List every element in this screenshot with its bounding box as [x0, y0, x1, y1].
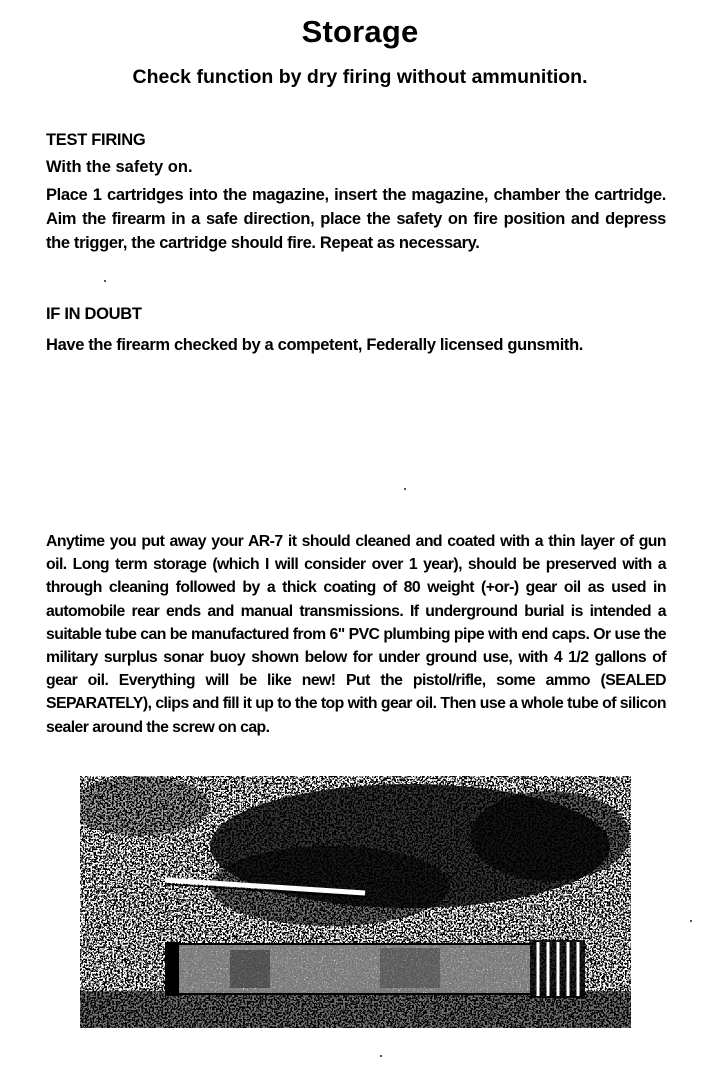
- sonar-buoy-photo: [80, 776, 631, 1028]
- safety-on-subheading: With the safety on.: [46, 158, 193, 176]
- page-title: Storage: [301, 14, 419, 49]
- scan-speck: [404, 488, 406, 490]
- scan-speck: [690, 920, 692, 922]
- scan-speck: [104, 280, 106, 282]
- storage-paragraph: Anytime you put away your AR-7 it should cleaned and coated with a thin layer of gun oil. Long term storage (which I will consider over 1 year), should be preserved with a through cleaning followed by a thick coating of 80 weight (+or-) gear oil as used in automobile rear ends and manual transmissions. If underground burial is intended a suitable tube can be manufactured from 6" PVC plumbing pipe with end caps. Or use the military surplus sonar buoy shown below for under ground use, with 4 1/2 gallons of gear oil. Everything will be like new! Put the pistol/rifle, some ammo (SEALED SEPARATELY), clips and fill it up to the top with gear oil. Then use a whole tube of silicon sealer around the screw on cap.: [46, 533, 666, 736]
- page-subtitle: Check function by dry firing without ammunition.: [132, 66, 588, 88]
- if-in-doubt-body: Have the firearm checked by a competent, Federally licensed gunsmith.: [46, 336, 584, 354]
- scan-speck: [380, 1055, 382, 1057]
- test-firing-heading: TEST FIRING: [46, 131, 146, 149]
- test-firing-body: Place 1 cartridges into the magazine, insert the magazine, chamber the cartridge. Aim the firearm in a safe direction, place the safety on fire position and depress the trigger, the cartridge should fire. Repeat as necessary.: [46, 186, 666, 252]
- if-in-doubt-heading: IF IN DOUBT: [46, 305, 142, 323]
